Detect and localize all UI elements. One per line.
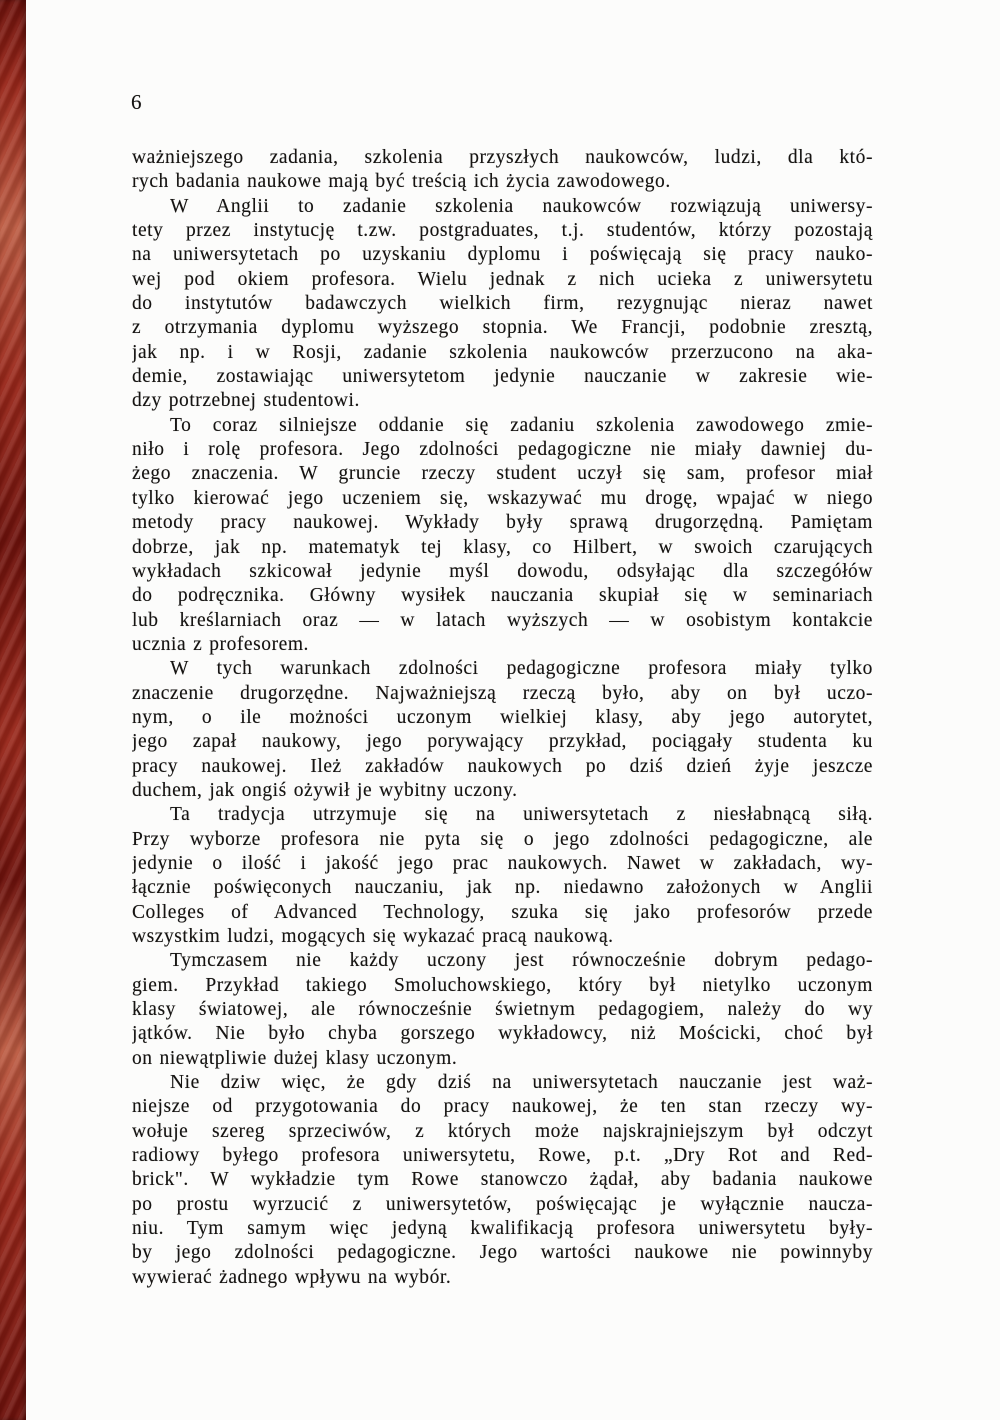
text-line: niu. Tym samym więc jedyną kwalifikacją profesora uniwersytetu były- (132, 1218, 873, 1240)
text-line: niejsze od przygotowania do pracy naukowej, że ten stan rzeczy wy- (132, 1096, 873, 1118)
text-line: klasy światowej, ale równocześnie świetnym pedagogiem, należy do wy (132, 999, 873, 1021)
text-line: Colleges of Advanced Technology, szuka się jako profesorów przede (132, 901, 873, 923)
text-line: tylko kierować jego uczeniem się, wskazywać mu drogę, wpajać w niego (132, 487, 873, 509)
text-line: żego znaczenia. W gruncie rzeczy student uczył się sam, profesor miał (132, 463, 873, 485)
text-line: dobrze, jak np. matematyk tej klasy, co Hilbert, w swoich czarujących (132, 536, 873, 558)
text-line: by jego zdolności pedagogiczne. Jego wartości naukowe nie powinnyby (132, 1242, 873, 1264)
text-line: ważniejszego zadania, szkolenia przyszłych naukowców, ludzi, dla któ- (132, 147, 873, 168)
paragraph (132, 949, 873, 1071)
text-line: Tymczasem nie każdy uczony jest równocześnie dobrym pedago- (170, 950, 873, 972)
paragraph (132, 146, 873, 195)
text-line: znaczenie drugorzędne. Najważniejszą rzeczą było, aby on był uczo- (132, 682, 873, 704)
text-line: on niewątpliwie dużej klasy uczonym. (132, 1047, 458, 1069)
text-line: giem. Przykład takiego Smoluchowskiego, który był nietylko uczonym (132, 974, 873, 996)
text-line: Nie dziw więc, że gdy dziś na uniwersytetach nauczanie jest waż- (170, 1072, 873, 1094)
text-line: wykładach szkicował jedynie myśl dowodu, odsyłając dla szczegółów (132, 560, 873, 582)
text-line: wszystkim ludzi, mogących się wykazać pracą naukową. (132, 926, 614, 947)
text-line: duchem, jak ongiś ożywił je wybitny uczony. (132, 779, 518, 801)
text-line: jedynie o ilość i jakość jego prac naukowych. Nawet w zakładach, wy- (132, 852, 873, 874)
paragraph (132, 657, 873, 803)
text-line: po prostu wyrzucić z uniwersytetów, poświęcając je wyłącznie naucza- (132, 1193, 873, 1215)
text-line: nym, o ile możności uczonym wielkiej klasy, aby jego autorytet, (132, 706, 873, 728)
text-line: Przy wyborze profesora nie pyta się o jego zdolności pedagogiczne, ale (132, 828, 873, 850)
text-line: z otrzymania dyplomu wyższego stopnia. We Francji, podobnie zresztą, (132, 317, 873, 339)
text-line: brick". W wykładzie tym Rowe stanowczo żądał, aby badania naukowe (132, 1169, 873, 1191)
text-line: rych badania naukowe mają być treścią ich życia zawodowego. (132, 171, 671, 193)
text-line: wołuje szereg sprzeciwów, z których może najskrajniejszym był odczyt (132, 1120, 873, 1142)
text-line: radiowy byłego profesora uniwersytetu, Rowe, p.t. „Dry Rot and Red- (132, 1145, 873, 1167)
page-body-text (132, 146, 873, 1290)
text-line: wej pod okiem profesora. Wielu jednak z nich ucieka z uniwersytetu (132, 268, 873, 290)
text-line: łącznie poświęconych nauczaniu, jak np. niedawno założonych w Anglii (132, 877, 873, 899)
text-line: jątków. Nie było chyba gorszego wykładowcy, niż Mościcki, choć był (132, 1023, 873, 1045)
paragraph (132, 414, 873, 657)
text-line: do instytutów badawczych wielkich firm, rezygnując nieraz nawet (132, 293, 873, 315)
text-line: jego zapał naukowy, jego porywający przykład, pociągały studenta ku (132, 731, 873, 753)
book-edge-strip (0, 0, 26, 1420)
text-line: pracy naukowej. Ileż zakładów naukowych po dziś dzień żyje jeszcze (132, 755, 873, 777)
text-line: metody pracy naukowej. Wykłady były sprawą drugorzędną. Pamiętam (132, 512, 873, 534)
text-line: demie, zostawiając uniwersytetom jedynie nauczanie w zakresie wie- (132, 366, 873, 388)
text-line: W tych warunkach zdolności pedagogiczne profesora miały tylko (170, 658, 873, 680)
paragraph (132, 1071, 873, 1290)
text-line: dzy potrzebnej studentowi. (132, 390, 360, 412)
text-line: niło i rolę profesora. Jego zdolności pedagogiczne nie miały dawniej du- (132, 439, 873, 461)
text-line: lub kreślarniach oraz — w latach wyższych — w osobistym kontakcie (132, 609, 873, 631)
text-line: To coraz silniejsze oddanie się zadaniu szkolenia zawodowego zmie- (170, 414, 873, 436)
text-line: na uniwersytetach po uzyskaniu dyplomu i poświęcają się pracy nauko- (132, 244, 873, 266)
paragraph (132, 803, 873, 949)
text-line: Ta tradycja utrzymuje się na uniwersytetach z niesłabnącą siłą. (170, 804, 873, 826)
text-line: jak np. i w Rosji, zadanie szkolenia naukowców przerzucono na aka- (132, 341, 873, 363)
text-line: W Anglii to zadanie szkolenia naukowców rozwiązują uniwersy- (170, 195, 873, 217)
paragraph (132, 195, 873, 414)
text-line: do podręcznika. Główny wysiłek nauczania skupiał się w seminariach (132, 585, 873, 607)
text-line: wywierać żadnego wpływu na wybór. (132, 1266, 452, 1288)
text-line: ucznia z profesorem. (132, 633, 309, 655)
page-number: 6 (131, 90, 142, 114)
text-line: tety przez instytucję t.zw. postgraduates, t.j. studentów, którzy pozostają (132, 220, 873, 242)
